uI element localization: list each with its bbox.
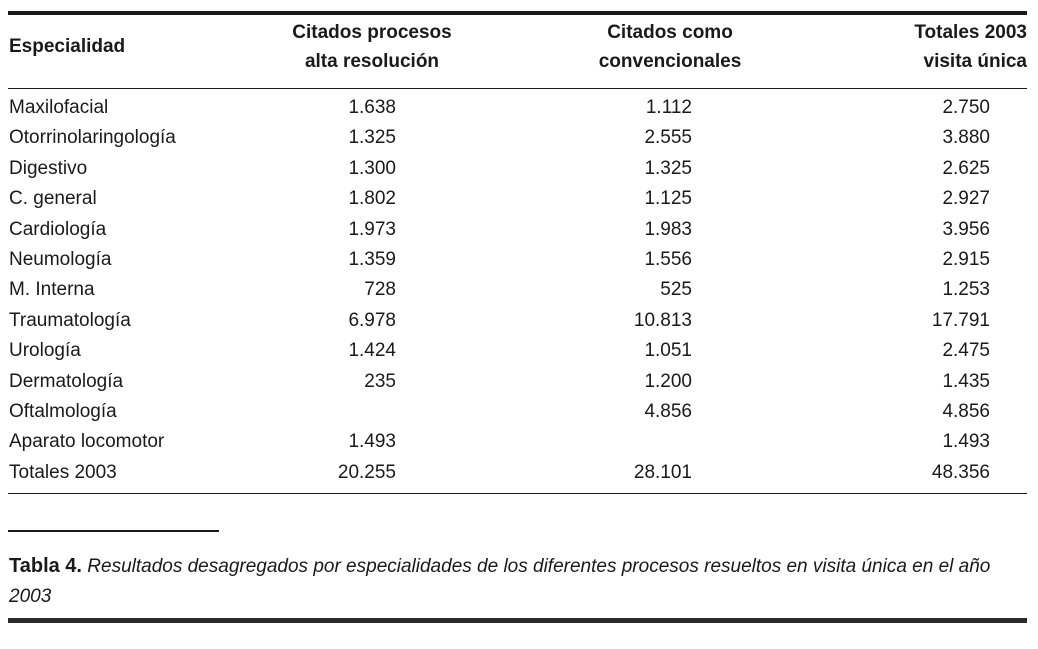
cell-alta-resolucion: 728 <box>364 279 396 301</box>
cell-alta-resolucion: 1.973 <box>348 218 396 240</box>
cell-totales: 17.791 <box>931 309 990 331</box>
cell-especialidad: C. general <box>9 188 97 210</box>
cell-especialidad: Traumatología <box>9 309 131 331</box>
cell-alta-resolucion: 1.325 <box>348 127 396 149</box>
cell-totales: 3.956 <box>942 218 990 240</box>
table-caption <box>9 551 1019 612</box>
header-especialidad: Especialidad <box>9 36 126 57</box>
cell-convencionales: 1.125 <box>644 188 692 210</box>
table-row <box>0 275 1038 305</box>
cell-totales: 2.625 <box>942 157 990 179</box>
table-row <box>0 123 1038 153</box>
cell-especialidad: Aparato locomotor <box>9 431 165 453</box>
cell-convencionales: 1.051 <box>644 340 692 362</box>
cell-totales: 1.493 <box>942 431 990 453</box>
table-row <box>0 427 1038 457</box>
cell-alta-resolucion: 1.300 <box>348 157 396 179</box>
cell-convencionales: 1.112 <box>645 97 692 118</box>
cell-convencionales: 28.101 <box>633 461 692 483</box>
header-totales-visita-unica <box>860 18 1027 76</box>
cell-alta-resolucion: 235 <box>364 370 396 392</box>
cell-convencionales: 4.856 <box>644 400 692 422</box>
header-col1-line2: alta resolución <box>304 51 440 72</box>
cell-totales: 2.915 <box>942 248 990 270</box>
header-citados-convencionales <box>560 18 780 76</box>
cell-totales: 2.475 <box>942 340 990 362</box>
cell-especialidad: Urología <box>9 340 81 362</box>
caption-bottom-rule <box>8 618 1027 623</box>
table-row <box>0 215 1038 245</box>
cell-alta-resolucion: 20.255 <box>337 461 396 483</box>
cell-alta-resolucion: 1.638 <box>348 97 396 118</box>
table-row <box>0 336 1038 366</box>
cell-especialidad: Cardiología <box>9 218 107 240</box>
cell-totales: 2.927 <box>942 188 990 210</box>
cell-alta-resolucion: 1.424 <box>348 340 396 362</box>
cell-convencionales: 2.555 <box>644 127 692 149</box>
caption-text: Resultados desagregados por especialidades de los diferentes procesos resueltos en visita única en el año 2003 <box>9 556 991 607</box>
cell-totales: 1.435 <box>942 370 990 392</box>
cell-especialidad: Otorrinolaringología <box>9 127 176 149</box>
table-body <box>0 93 1038 488</box>
table-row <box>0 93 1038 123</box>
header-col2-line1: Citados como <box>607 22 733 43</box>
caption-label: Tabla 4. <box>9 555 82 577</box>
cell-especialidad: Oftalmología <box>9 400 117 422</box>
cell-especialidad: Maxilofacial <box>9 97 109 118</box>
caption-separator <box>8 530 219 532</box>
cell-especialidad: Neumología <box>9 248 112 270</box>
table-row <box>0 184 1038 214</box>
table-row <box>0 367 1038 397</box>
cell-especialidad: Totales 2003 <box>9 461 117 483</box>
table-row <box>0 154 1038 184</box>
cell-convencionales: 1.325 <box>644 157 692 179</box>
cell-convencionales: 1.983 <box>644 218 692 240</box>
table-row <box>0 245 1038 275</box>
table-top-rule <box>8 11 1027 15</box>
cell-especialidad: Dermatología <box>9 370 124 392</box>
cell-convencionales: 10.813 <box>633 309 692 331</box>
header-citados-alta-resolucion <box>262 18 482 76</box>
cell-alta-resolucion: 1.493 <box>348 431 396 453</box>
table-header-rule <box>8 88 1027 89</box>
header-col2-line2: convencionales <box>598 51 742 72</box>
table-row <box>0 397 1038 427</box>
cell-totales: 4.856 <box>942 400 990 422</box>
cell-convencionales: 525 <box>660 279 692 301</box>
table-row <box>0 306 1038 336</box>
table-row-totals <box>0 458 1038 488</box>
cell-especialidad: Digestivo <box>9 157 88 179</box>
cell-alta-resolucion: 1.359 <box>348 248 396 270</box>
cell-totales: 48.356 <box>931 461 990 483</box>
cell-totales: 1.253 <box>942 279 990 301</box>
cell-convencionales: 1.556 <box>644 248 692 270</box>
cell-totales: 3.880 <box>942 127 990 149</box>
cell-convencionales: 1.200 <box>644 370 692 392</box>
cell-totales: 2.750 <box>942 97 990 118</box>
header-col3-line1: Totales 2003 <box>914 22 1027 43</box>
header-col3-line2: visita única <box>923 51 1027 72</box>
cell-alta-resolucion: 6.978 <box>348 309 396 331</box>
header-col1-line1: Citados procesos <box>292 22 452 43</box>
cell-especialidad: M. Interna <box>9 279 95 301</box>
cell-alta-resolucion: 1.802 <box>348 188 396 210</box>
table-bottom-rule <box>8 493 1027 494</box>
